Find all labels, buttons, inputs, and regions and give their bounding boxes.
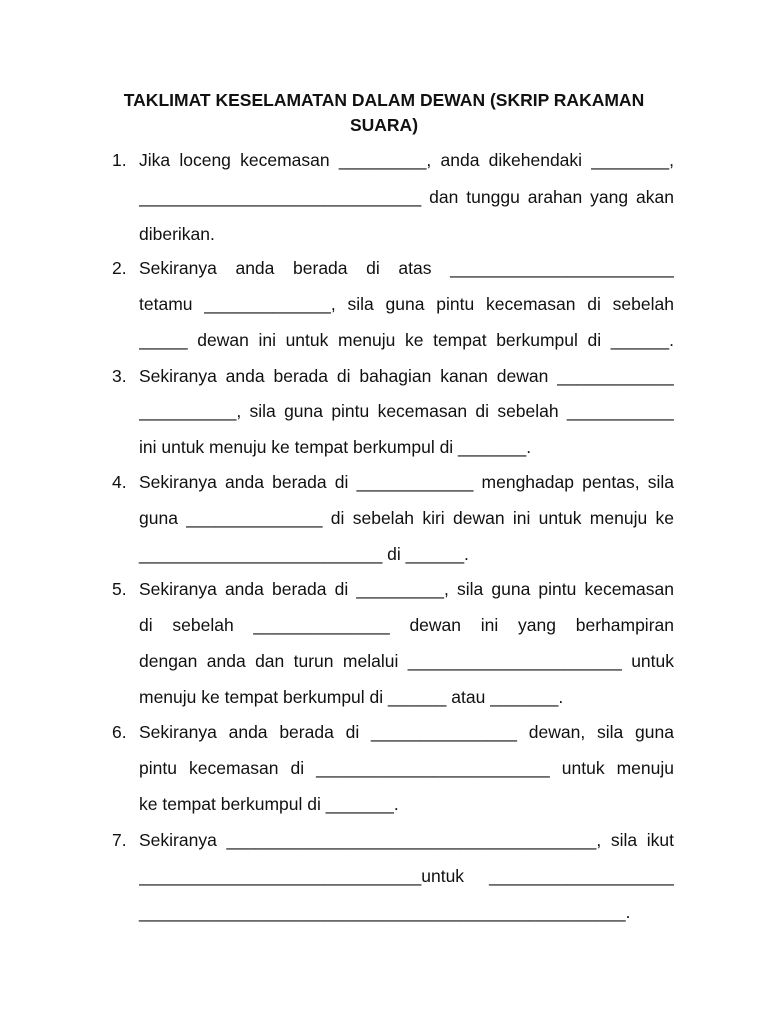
item-4-line-2: guna ______________ di sebelah kiri dewan ini untuk menuju ke <box>139 508 674 528</box>
item-1-line-1: Jika loceng kecemasan _________, anda dikehendaki ________, <box>139 150 674 170</box>
item-1-number: 1. <box>112 150 127 170</box>
item-4-line-3: _________________________ di ______. <box>139 544 469 564</box>
item-3-number: 3. <box>112 366 127 386</box>
item-7-line-1: Sekiranya ______________________________________, sila ikut <box>139 830 674 850</box>
item-5-number: 5. <box>112 579 127 599</box>
item-4-number: 4. <box>112 472 127 492</box>
item-3-line-1: Sekiranya anda berada di bahagian kanan dewan ____________ <box>139 366 674 386</box>
item-3-line-3: ini untuk menuju ke tempat berkumpul di _______. <box>139 437 532 457</box>
item-7-number: 7. <box>112 830 127 850</box>
item-7-line-2: _____________________________untuk ___________________ <box>139 866 674 886</box>
item-6-line-1: Sekiranya anda berada di _______________ dewan, sila guna <box>139 722 674 742</box>
item-5-line-1: Sekiranya anda berada di _________, sila guna pintu kecemasan <box>139 579 674 599</box>
item-1-line-2: _____________________________ dan tunggu arahan yang akan <box>139 187 674 207</box>
item-2-line-3: _____ dewan ini untuk menuju ke tempat berkumpul di ______. <box>139 330 674 350</box>
item-5-line-3: dengan anda dan turun melalui ______________________ untuk <box>139 651 674 671</box>
document-title-line-1: TAKLIMAT KESELAMATAN DALAM DEWAN (SKRIP RAKAMAN <box>123 90 645 110</box>
item-6-line-2: pintu kecemasan di ________________________ untuk menuju <box>139 758 674 778</box>
item-6-line-3: ke tempat berkumpul di _______. <box>139 794 399 814</box>
item-5-line-2: di sebelah ______________ dewan ini yang berhampiran <box>139 615 674 635</box>
item-5-line-4: menuju ke tempat berkumpul di ______ atau _______. <box>139 687 564 707</box>
item-4-line-1: Sekiranya anda berada di ____________ menghadap pentas, sila <box>139 472 674 492</box>
item-2-number: 2. <box>112 258 127 278</box>
document-title-line-2: SUARA) <box>349 115 419 135</box>
item-2-line-2: tetamu _____________, sila guna pintu kecemasan di sebelah <box>139 294 674 314</box>
item-2-line-1: Sekiranya anda berada di atas _______________________ <box>139 258 674 278</box>
item-6-number: 6. <box>112 722 127 742</box>
item-3-line-2: __________, sila guna pintu kecemasan di sebelah ___________ <box>139 401 674 421</box>
item-7-line-3: __________________________________________________. <box>139 902 631 922</box>
item-1-line-3: diberikan. <box>139 224 215 244</box>
